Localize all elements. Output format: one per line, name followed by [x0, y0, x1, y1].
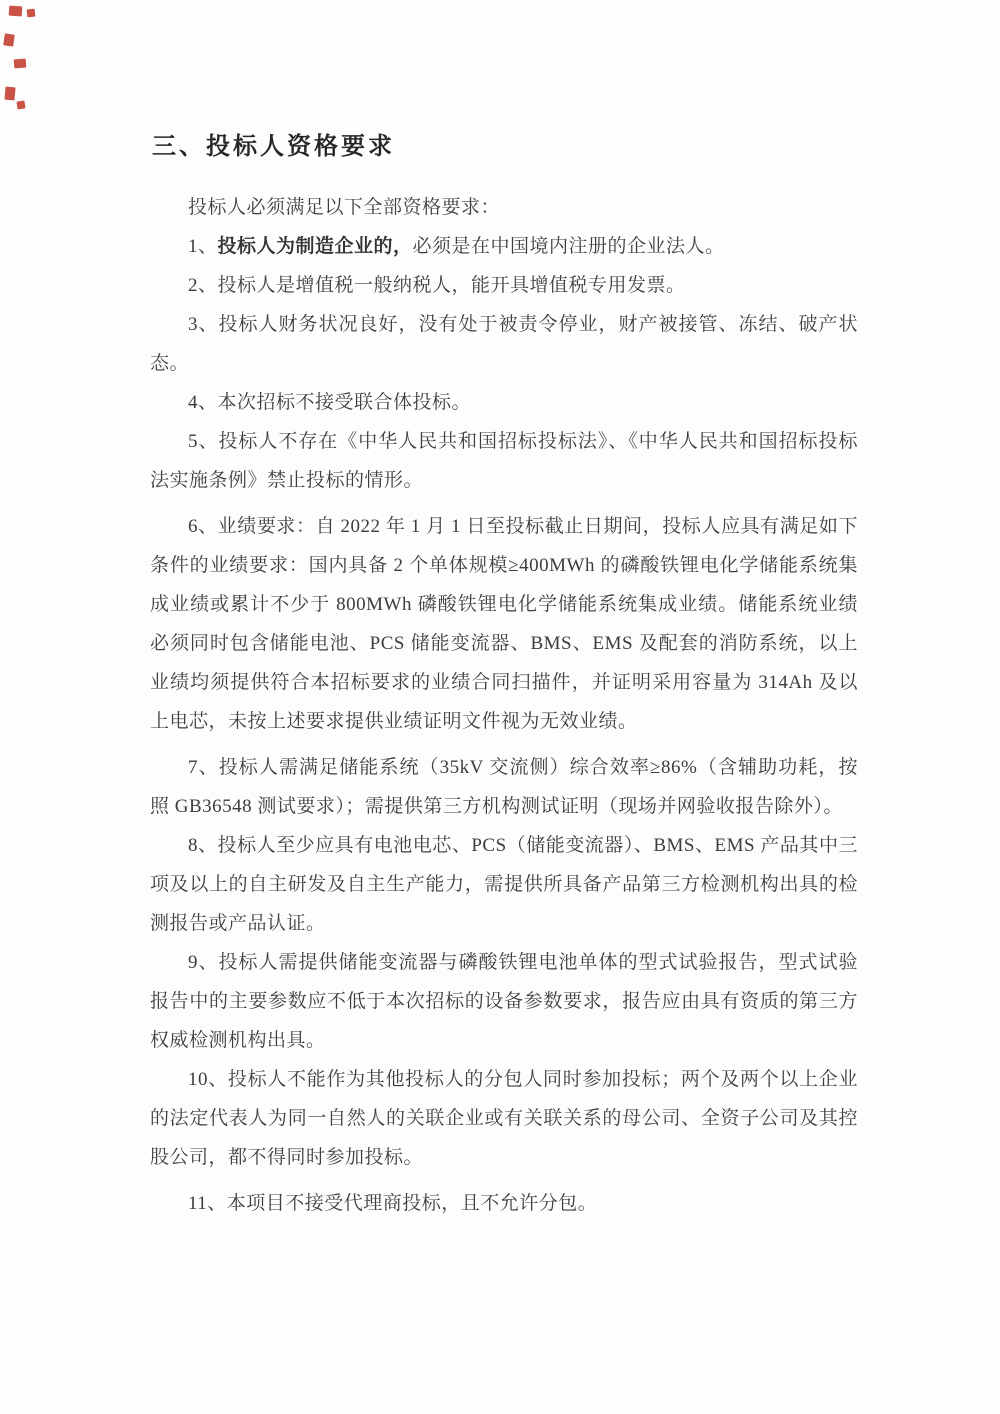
item-text: 投标人是增值税一般纳税人，能开具增值税专用发票。 — [217, 275, 686, 296]
red-stamp-artifact — [14, 59, 27, 69]
section-title: 三、投标人资格要求 — [152, 133, 395, 160]
intro-paragraph — [150, 188, 858, 227]
requirement-item-10 — [150, 1060, 858, 1177]
requirement-item-11 — [150, 1184, 858, 1223]
item-text: 本次招标不接受联合体投标。 — [217, 392, 472, 413]
item-text: 投标人需满足储能系统（35kV 交流侧）综合效率≥86%（含辅助功耗，按照 GB36548 测试要求）；需提供第三方机构测试证明（现场并网验收报告除外）。 — [150, 757, 858, 817]
item-bold-text: 投标人为制造企业的， — [217, 236, 413, 257]
requirement-item-2 — [150, 266, 858, 305]
item-number: 11、 — [188, 1193, 227, 1214]
red-stamp-artifact — [4, 87, 15, 101]
item-text: 投标人至少应具有电池电芯、PCS（储能变流器）、BMS、EMS 产品其中三项及以上的自主研发及自主生产能力，需提供所具备产品第三方检测机构出具的检测报告或产品认证。 — [150, 835, 858, 934]
item-text: 本项目不接受代理商投标，且不允许分包。 — [226, 1193, 598, 1214]
item-number: 3、 — [188, 314, 219, 335]
red-stamp-artifact — [3, 33, 15, 46]
requirement-item-1 — [150, 227, 858, 266]
document-body — [150, 126, 858, 1223]
item-text: 投标人财务状况良好，没有处于被责令停业，财产被接管、冻结、破产状态。 — [150, 314, 858, 374]
requirement-item-5 — [150, 422, 858, 500]
item-number: 7、 — [188, 757, 219, 778]
item-number: 4、 — [188, 392, 218, 413]
item-number: 10、 — [188, 1069, 228, 1090]
item-number: 9、 — [188, 952, 219, 973]
requirement-item-4 — [150, 383, 858, 422]
requirement-item-3 — [150, 305, 858, 383]
red-stamp-artifact — [9, 6, 23, 17]
item-number: 6、 — [188, 516, 218, 537]
item-number: 1、 — [188, 236, 218, 257]
requirement-item-6 — [150, 507, 858, 741]
red-stamp-artifact — [16, 100, 25, 109]
item-text: 投标人不能作为其他投标人的分包人同时参加投标；两个及两个以上企业的法定代表人为同一自然人的关联企业或有关联关系的母公司、全资子公司及其控股公司，都不得同时参加投标。 — [150, 1069, 858, 1168]
item-text: 投标人不存在《中华人民共和国招标投标法》、《中华人民共和国招标投标法实施条例》禁止投标的情形。 — [150, 431, 858, 491]
requirement-item-7 — [150, 748, 858, 826]
item-number: 5、 — [188, 431, 219, 452]
item-number: 8、 — [188, 835, 218, 856]
requirement-item-9 — [150, 943, 858, 1060]
item-number: 2、 — [188, 275, 218, 296]
item-text: 业绩要求：自 2022 年 1 月 1 日至投标截止日期间，投标人应具有满足如下条件的业绩要求：国内具备 2 个单体规模≥400MWh 的磷酸铁锂电化学储能系统集成业绩或累计不少于 800MWh 磷酸铁锂电化学储能系统集成业绩。储能系统业绩必须同时包含储能电池、PCS 储能变流器、BMS、EMS 及配套的消防系统，以上业绩均须提供符合本招标要求的业绩合同扫描件，并证明采用容量为 314Ah 及以上电芯，未按上述要求提供业绩证明文件视为无效业绩。 — [150, 516, 858, 732]
item-text: 必须是在中国境内注册的企业法人。 — [412, 236, 725, 257]
red-stamp-artifact — [27, 9, 36, 18]
requirement-item-8 — [150, 826, 858, 943]
intro-text: 投标人必须满足以下全部资格要求： — [188, 197, 501, 218]
item-text: 投标人需提供储能变流器与磷酸铁锂电池单体的型式试验报告，型式试验报告中的主要参数应不低于本次招标的设备参数要求，报告应由具有资质的第三方权威检测机构出具。 — [150, 952, 858, 1051]
